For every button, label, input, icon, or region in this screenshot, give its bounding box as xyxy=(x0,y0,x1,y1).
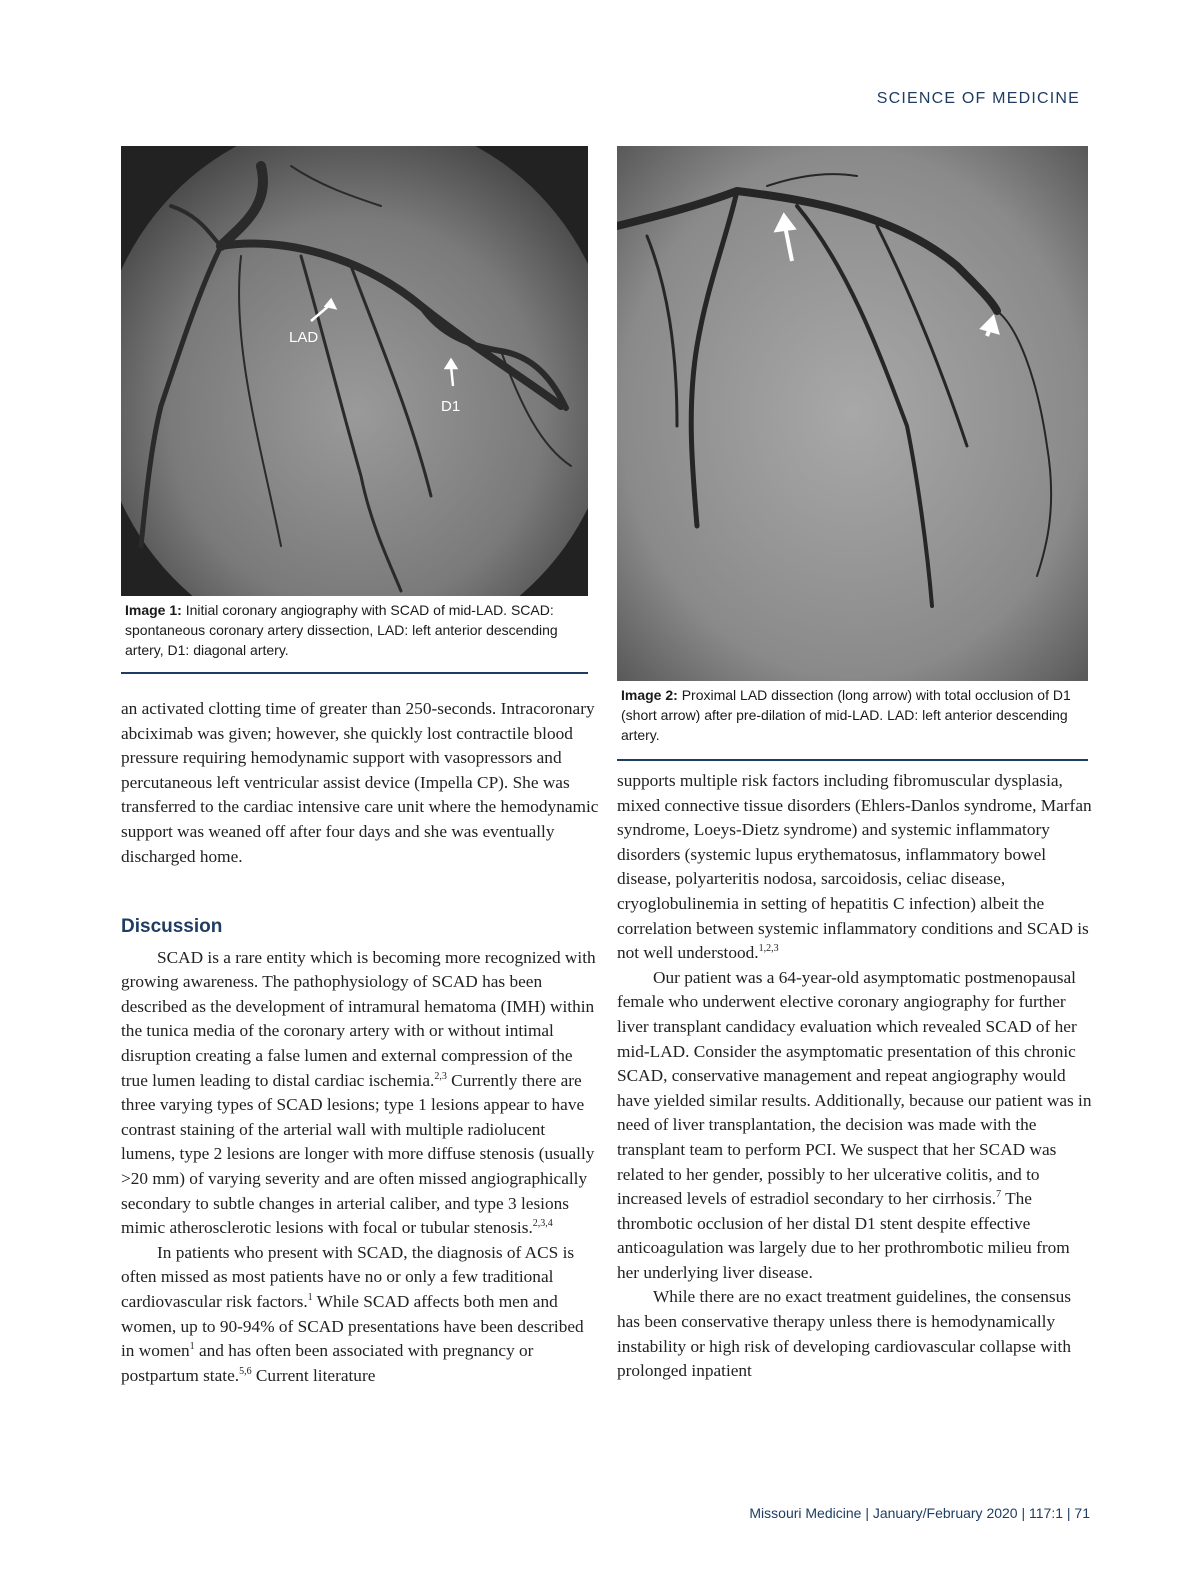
discussion-paragraph-2 xyxy=(121,1241,599,1389)
text-run: and has often been associated with pregnancy or postpartum state. xyxy=(121,1341,534,1385)
text-run: Currently there are three varying types of SCAD lesions; type 1 lesions appear to have contrast staining of the arterial wall with multiple radiolucent lumens, type 2 lesions are longer with more diffuse stenosis (usually >20 mm) of varying severity and are often missed angiographically secondary to subtle changes in arterial caliber, and type 3 lesions mimic atherosclerotic lesions with focal or tubular stenosis. xyxy=(121,1070,595,1238)
caption-text: Proximal LAD dissection (long arrow) with total occlusion of D1 (short arrow) after pre-dilation of mid-LAD. LAD: left anterior descending artery. xyxy=(621,687,1071,743)
figure-1-caption xyxy=(121,596,588,674)
text-run: Our patient was a 64-year-old asymptomatic postmenopausal female who underwent elective coronary angiography for further liver transplant candidacy evaluation which revealed SCAD of her mid-LAD. Consider the asymptomatic presentation of this chronic SCAD, conservative management and repeat angiography would have yielded similar results. Additionally, because our patient was in need of liver transplantation, the decision was made with the transplant team to perform PCI. We suspect that her SCAD was related to her gender, possibly to her ulcerative colitis, and to increased levels of estradiol secondary to her cirrhosis. xyxy=(617,967,1092,1209)
discussion-paragraph-1 xyxy=(121,946,599,1241)
citation: 1 xyxy=(307,1292,313,1304)
caption-text: Initial coronary angiography with SCAD of mid-LAD. SCAD: spontaneous coronary artery dissection, LAD: left anterior descending artery, D1: diagonal artery. xyxy=(125,602,558,658)
text-run: Current literature xyxy=(251,1365,376,1385)
caption-label: Image 2: xyxy=(621,687,678,703)
right-column xyxy=(617,769,1092,1384)
section-header: SCIENCE OF MEDICINE xyxy=(876,90,1080,107)
angiography-image-1 xyxy=(121,146,588,596)
figure-2 xyxy=(617,146,1088,761)
citation: 7 xyxy=(996,1189,1002,1201)
citation: 5,6 xyxy=(239,1365,252,1377)
right-paragraph-1 xyxy=(617,769,1092,966)
citation: 1 xyxy=(189,1341,195,1353)
text-run: The thrombotic occlusion of her distal D1 stent despite effective anticoagulation was largely due to her prothrombotic milieu from her underlying liver disease. xyxy=(617,1189,1070,1282)
label-d1: D1 xyxy=(441,398,461,415)
figure-2-caption xyxy=(617,681,1088,761)
left-column-discussion xyxy=(121,915,599,1388)
citation: 2,3 xyxy=(434,1070,447,1082)
label-lad: LAD xyxy=(289,329,319,346)
text-run: supports multiple risk factors including fibromuscular dysplasia, mixed connective tissue disorders (Ehlers-Danlos syndrome, Marfan syndrome, Loeys-Dietz syndrome) and systemic inflammatory disorders (systemic lupus erythematosus, inflammatory bowel disease, polyarteritis nodosa, sarcoidosis, celiac disease, cryoglobulinemia in setting of hepatitis C infection) albeit the correlation between systemic inflammatory conditions and SCAD is not well understood. xyxy=(617,771,1092,963)
page-footer: Missouri Medicine | January/February 2020 | 117:1 | 71 xyxy=(749,1505,1090,1521)
paragraph-continuation: an activated clotting time of greater than 250-seconds. Intracoronary abciximab was given; however, she quickly lost contractile blood pressure requiring hemodynamic support with vasopressors and percutaneous left ventricular assist device (Impella CP). She was transferred to the cardiac intensive care unit where the hemodynamic support was weaned off after four days and she was eventually discharged home. xyxy=(121,699,599,866)
angiography-image-2 xyxy=(617,146,1088,681)
text-run: In patients who present with SCAD, the diagnosis of ACS is often missed as most patients have no or only a few traditional cardiovascular risk factors. xyxy=(121,1242,575,1311)
figure-1 xyxy=(121,146,588,674)
text-run: While SCAD affects both men and women, up to 90-94% of SCAD presentations have been described in women xyxy=(121,1291,584,1361)
right-paragraph-2 xyxy=(617,966,1092,1286)
left-column-top xyxy=(121,697,599,869)
right-paragraph-3: While there are no exact treatment guidelines, the consensus has been conservative therapy unless there is hemodynamically instability or high risk of developing cardiovascular collapse with prolonged inpatient xyxy=(617,1287,1072,1381)
caption-label: Image 1: xyxy=(125,602,182,618)
discussion-heading: Discussion xyxy=(121,916,223,937)
text-run: SCAD is a rare entity which is becoming more recognized with growing awareness. The pathophysiology of SCAD has been described as the development of intramural hematoma (IMH) within the tunica media of the coronary artery with or without intimal disruption creating a false lumen and external compression of the true lumen leading to distal cardiac ischemia. xyxy=(121,947,596,1090)
citation: 1,2,3 xyxy=(758,943,779,955)
citation: 2,3,4 xyxy=(532,1218,553,1230)
